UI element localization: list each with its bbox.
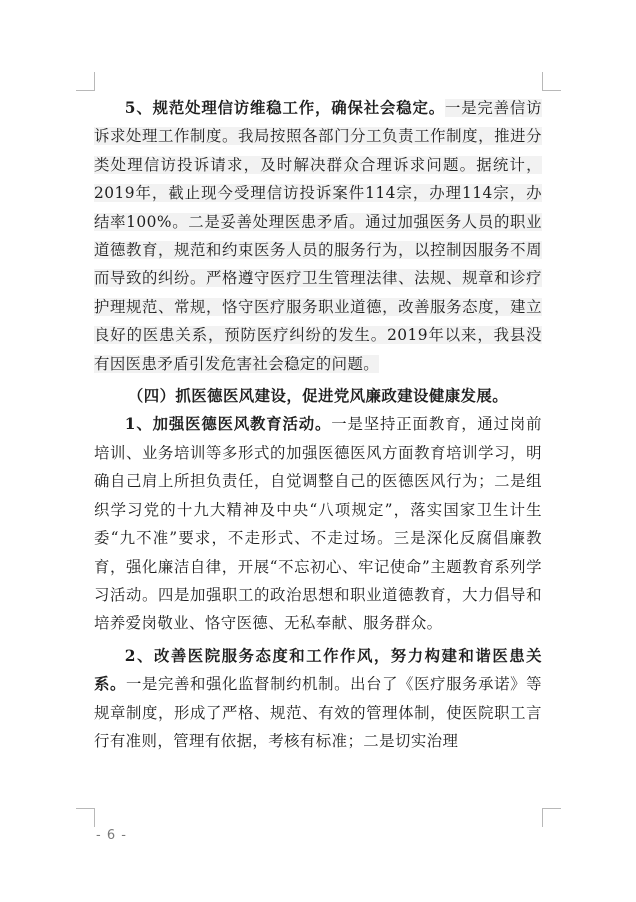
paragraph-text: 一是坚持正面教育，通过岗前培训、业务培训等多形式的加强医德医风方面教育培训学习，明确自己肩上所担负责任，自觉调整自己的医德医风行为；二是组织学习党的十九大精神及中央“八项规定”，落实国家卫生计生委“九不准”要求，不走形式、不走过场。三是深化反腐倡廉教育，强化廉洁自律，开展“不忘初心、牢记使命”主题教育系列学习活动。四是加强职工的政治思想和职业道德教育，大力倡导和培养爱岗敬业、恪守医德、无私奉献、服务群众。	[94, 415, 543, 633]
paragraph-title: 1、加强医德医风教育活动。	[124, 415, 332, 434]
crop-mark-top-right	[542, 72, 561, 91]
paragraph-text: 一是完善和强化监督制约机制。出台了《医疗服务承诺》等规章制度，形成了严格、规范、有效的管理体制，使医院职工言行有准则，管理有依据，考核有标准；二是切实治理	[94, 675, 542, 750]
paragraph-title: 2、改善医院服务态度和工作作风，努力构建和谐医患关系。	[94, 646, 542, 694]
paragraph-title: 5、规范处理信访维稳工作，确保社会稳定。	[124, 99, 445, 117]
crop-mark-bottom-right	[542, 808, 561, 827]
document-body	[94, 94, 542, 755]
paragraph-text: 一是完善信访诉求处理工作制度。我局按照各部门分工负责工作制度，推进分类处理信访投诉请求，及时解决群众合理诉求问题。据统计，2019年，截止现今受理信访投诉案件114宗，办理114宗，办结率100%。二是妥善处理医患矛盾。通过加强医务人员的职业道德教育，规范和约束医务人员的服务行为，以控制因服务不周而导致的纠纷。严格遵守医疗卫生管理法律、法规、规章和诊疗护理规范、常规，恪守医疗服务职业道德，改善服务态度，建立良好的医患关系，预防医疗纠纷的发生。2019年以来，我县没有因医患矛盾引发危害社会稳定的问题。	[94, 99, 543, 373]
page-number: - 6 -	[96, 828, 127, 843]
section-heading: （四）抓医德医风建设，促进党风廉政建设健康发展。	[127, 387, 509, 406]
crop-mark-top-left	[76, 72, 95, 91]
paragraph-service-attitude	[94, 642, 542, 756]
paragraph-ethics-education	[94, 410, 542, 637]
paragraph-petition-stability	[94, 94, 542, 378]
crop-mark-bottom-left	[76, 808, 95, 827]
